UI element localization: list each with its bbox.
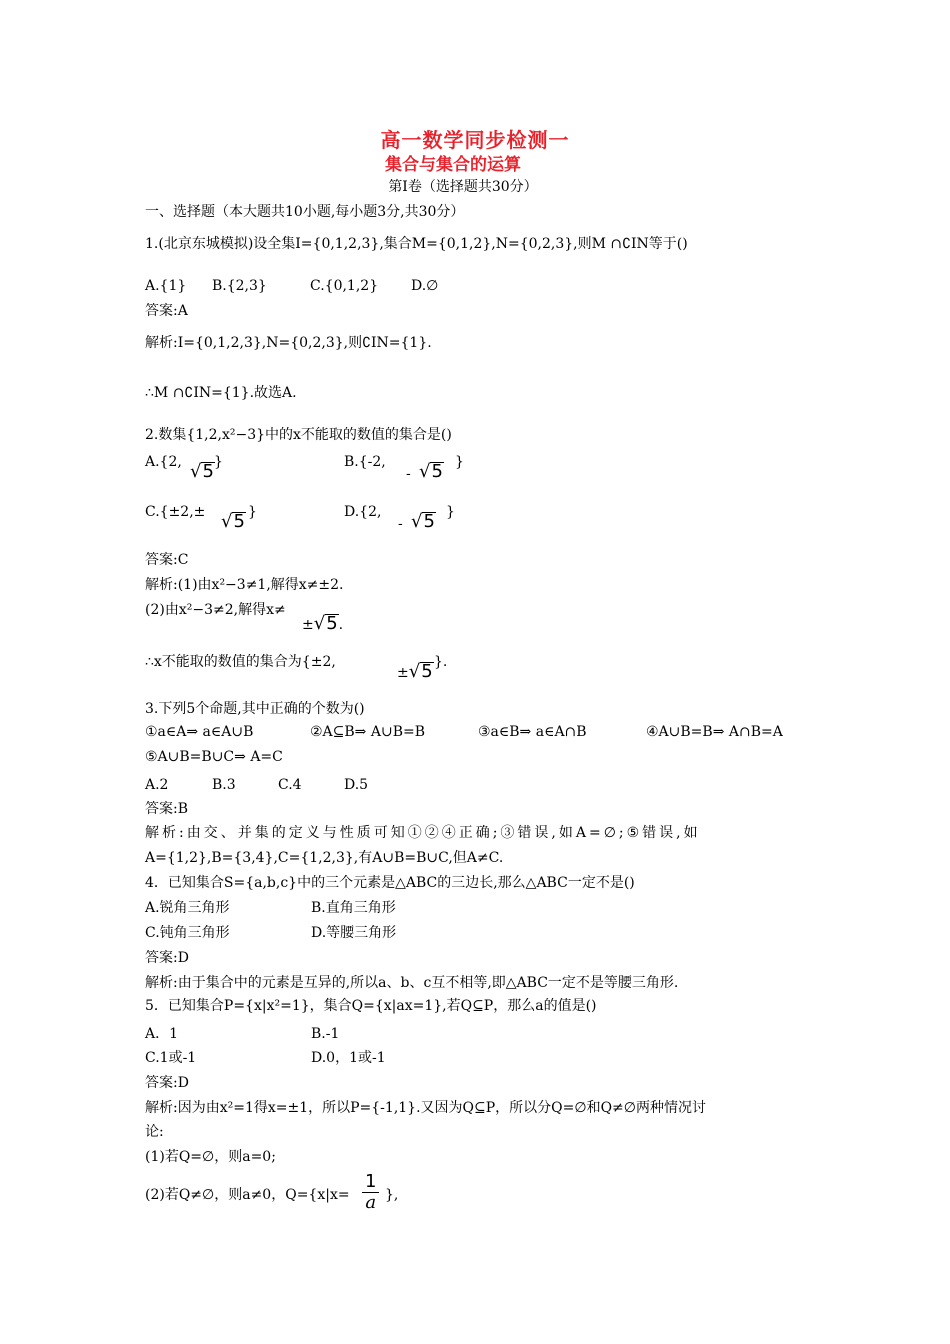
q1-stem: 1.(北京东城模拟)设全集I={0,1,2,3},集合M={0,1,2},N={0,2,3},则M ∩∁IN等于()	[145, 236, 688, 252]
q3-analysis-2: A={1,2},B={3,4},C={1,2,3},有A∪B=B∪C,但A≠C.	[145, 850, 504, 866]
q3-prop-2: ②A⊆B⇒ A∪B=B	[310, 724, 426, 740]
q3-answer: 答案:B	[145, 801, 189, 817]
q2-option-d: D.{2,	[344, 504, 382, 520]
q3-option-c: C.4	[278, 777, 302, 793]
q2-option-a-end: }	[214, 454, 223, 470]
q2-analysis-2-math: ±√5.	[302, 613, 344, 634]
q2-option-a-label: A.{2,	[145, 454, 182, 470]
q2-option-a	[145, 452, 182, 472]
q3-prop-4: ④A∪B=B⇒ A∩B=A	[646, 724, 783, 740]
q5-option-a: A．1	[145, 1026, 179, 1042]
q3-option-d: D.5	[344, 777, 369, 793]
q4-answer: 答案:D	[145, 950, 189, 966]
q5-answer: 答案:D	[145, 1075, 189, 1091]
q2-analysis-3-math: ±√5	[397, 661, 433, 682]
q2-option-c-sqrt: √5	[221, 511, 245, 532]
q5-analysis-1: 解析:因为由x²=1得x=±1，所以P={-1,1}.又因为Q⊆P，所以分Q=∅和Q≠∅两种情况讨	[145, 1100, 706, 1116]
q4-option-a: A.锐角三角形	[145, 900, 230, 916]
q2-option-b-sqrt: √5	[419, 461, 443, 482]
q4-analysis: 解析:由于集合中的元素是互异的,所以a、b、c互不相等,即△ABC一定不是等腰三角形.	[145, 975, 679, 991]
q1-option-a: A.{1}	[145, 278, 187, 294]
q3-prop-5: ⑤A∪B=B∪C⇒ A=C	[145, 749, 283, 765]
q2-option-d-sign: -	[398, 516, 403, 532]
q4-option-d: D.等腰三角形	[311, 925, 397, 941]
q2-option-b-end: }	[455, 454, 464, 470]
q2-option-a-sqrt: √5	[190, 461, 214, 482]
q1-option-c: C.{0,1,2}	[310, 278, 379, 294]
q5-option-c: C.1或-1	[145, 1050, 197, 1066]
q5-analysis-2: 论:	[145, 1124, 164, 1140]
q5-case-2-text: (2)若Q≠∅，则a≠0，Q={x|x=	[145, 1187, 350, 1203]
q3-analysis-1: 解析:由交、并集的定义与性质可知①②④正确;③错误,如A=∅;⑤错误,如	[145, 825, 701, 841]
q3-stem: 3.下列5个命题,其中正确的个数为()	[145, 701, 365, 717]
q1-analysis-2: ∴M ∩∁IN={1}.故选A.	[145, 385, 297, 401]
q5-case-2-fraction: $\frac{1}{a}$	[362, 1172, 379, 1213]
q2-option-b-sign: -	[406, 466, 411, 482]
page-title: 高一数学同步检测一	[380, 128, 570, 152]
section-heading: 一、选择题（本大题共10小题,每小题3分,共30分）	[145, 204, 465, 220]
q2-answer: 答案:C	[145, 552, 189, 568]
q1-option-b: B.{2,3}	[212, 278, 267, 294]
q5-case-2-end: },	[385, 1187, 399, 1203]
q2-option-d-end: }	[446, 504, 455, 520]
page-subtitle: 集合与集合的运算	[385, 155, 521, 175]
q5-option-b: B.-1	[311, 1026, 340, 1042]
q1-analysis-1: 解析:I={0,1,2,3},N={0,2,3},则∁IN={1}.	[145, 335, 432, 351]
q2-analysis-3-end: }.	[434, 654, 448, 670]
q2-stem: 2.数集{1,2,x²−3}中的x不能取的数值的集合是()	[145, 427, 452, 443]
q2-option-c-end: }	[248, 504, 257, 520]
q5-option-d: D.0，1或-1	[311, 1050, 386, 1066]
q2-option-b: B.{-2,	[344, 454, 386, 470]
q3-prop-1: ①a∈A⇒ a∈A∪B	[145, 724, 254, 740]
q5-stem: 5．已知集合P={x|x²=1}，集合Q={x|ax=1},若Q⊆P，那么a的值是()	[145, 998, 597, 1014]
q5-case-1: (1)若Q=∅，则a=0;	[145, 1149, 276, 1165]
q2-option-d-sqrt: √5	[411, 511, 435, 532]
q2-analysis-1: 解析:(1)由x²−3≠1,解得x≠±2.	[145, 577, 344, 593]
q4-stem: 4．已知集合S={a,b,c}中的三个元素是△ABC的三边长,那么△ABC一定不是()	[145, 875, 635, 891]
q4-option-b: B.直角三角形	[311, 900, 396, 916]
q2-analysis-3: ∴x不能取的数值的集合为{±2,	[145, 654, 336, 670]
q1-answer: 答案:A	[145, 303, 188, 319]
q3-option-b: B.3	[212, 777, 236, 793]
q2-option-c: C.{±2,±	[145, 504, 206, 520]
volume-heading: 第Ⅰ卷（选择题共30分）	[388, 179, 538, 195]
q1-option-d: D.∅	[411, 278, 439, 294]
q2-analysis-2: (2)由x²−3≠2,解得x≠	[145, 602, 286, 618]
q4-option-c: C.钝角三角形	[145, 925, 230, 941]
q5-case-2	[145, 1185, 350, 1205]
q3-option-a: A.2	[145, 777, 169, 793]
q3-prop-3: ③a∈B⇒ a∈A∩B	[478, 724, 587, 740]
